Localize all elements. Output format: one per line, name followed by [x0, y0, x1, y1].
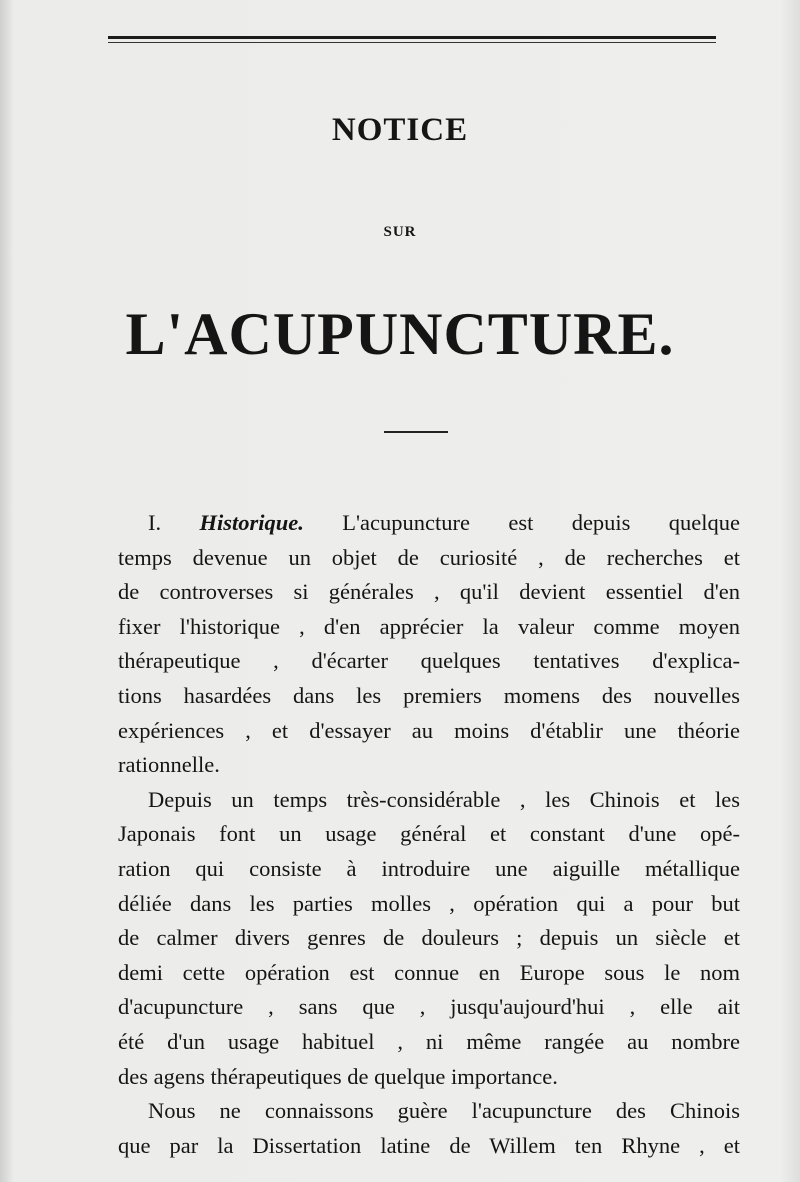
title-notice: NOTICE [331, 112, 469, 148]
top-rule-thin [108, 42, 716, 43]
text-line: fixer l'historique , d'en apprécier la valeur comme moyen [118, 613, 740, 639]
text-line: de controverses si générales , qu'il devient essentiel d'en [118, 579, 740, 605]
text-line: de calmer divers genres de douleurs ; depuis un siècle et [118, 925, 740, 951]
text-line: Depuis un temps très-considérable , les Chinois et les [148, 786, 740, 812]
text-line: été d'un usage habituel , ni même rangée au nombre [118, 1028, 740, 1054]
top-double-rule [108, 36, 716, 45]
section-number: I. [148, 510, 162, 535]
text-line: temps devenue un objet de curiosité , de recherches et [118, 544, 740, 570]
text-line: que par la Dissertation latine de Willem ten Rhyne , et [118, 1132, 740, 1158]
section-divider [384, 431, 448, 433]
text-line: expériences , et d'essayer au moins d'établir une théorie [118, 717, 740, 743]
text-line [118, 506, 740, 541]
body-text [118, 506, 740, 1163]
text-line: thérapeutique , d'écarter quelques tentatives d'explica- [118, 648, 740, 674]
text-line: Nous ne connaissons guère l'acupuncture des Chinois [148, 1098, 740, 1124]
text-line: d'acupuncture , sans que , jusqu'aujourd'hui , elle ait [118, 994, 740, 1020]
text-line: déliée dans les parties molles , opération qui a pour but [118, 890, 740, 916]
title-subject: L'ACUPUNCTURE. [125, 301, 675, 367]
top-rule-thick [108, 36, 716, 39]
text-line: Japonais font un usage général et constant d'une opé- [118, 821, 740, 847]
text-line: demi cette opération est connue en Europe sous le nom [118, 959, 740, 985]
text-line: tions hasardées dans les premiers momens des nouvelles [118, 682, 740, 708]
text-line-content: L'acupuncture est depuis quelque [342, 510, 741, 535]
section-heading: Historique. [199, 510, 304, 535]
text-line: ration qui consiste à introduire une aiguille métallique [118, 855, 740, 881]
text-line: rationnelle. [118, 752, 220, 778]
title-connector: SUR [383, 224, 417, 240]
text-line: des agens thérapeutiques de quelque importance. [118, 1063, 558, 1089]
